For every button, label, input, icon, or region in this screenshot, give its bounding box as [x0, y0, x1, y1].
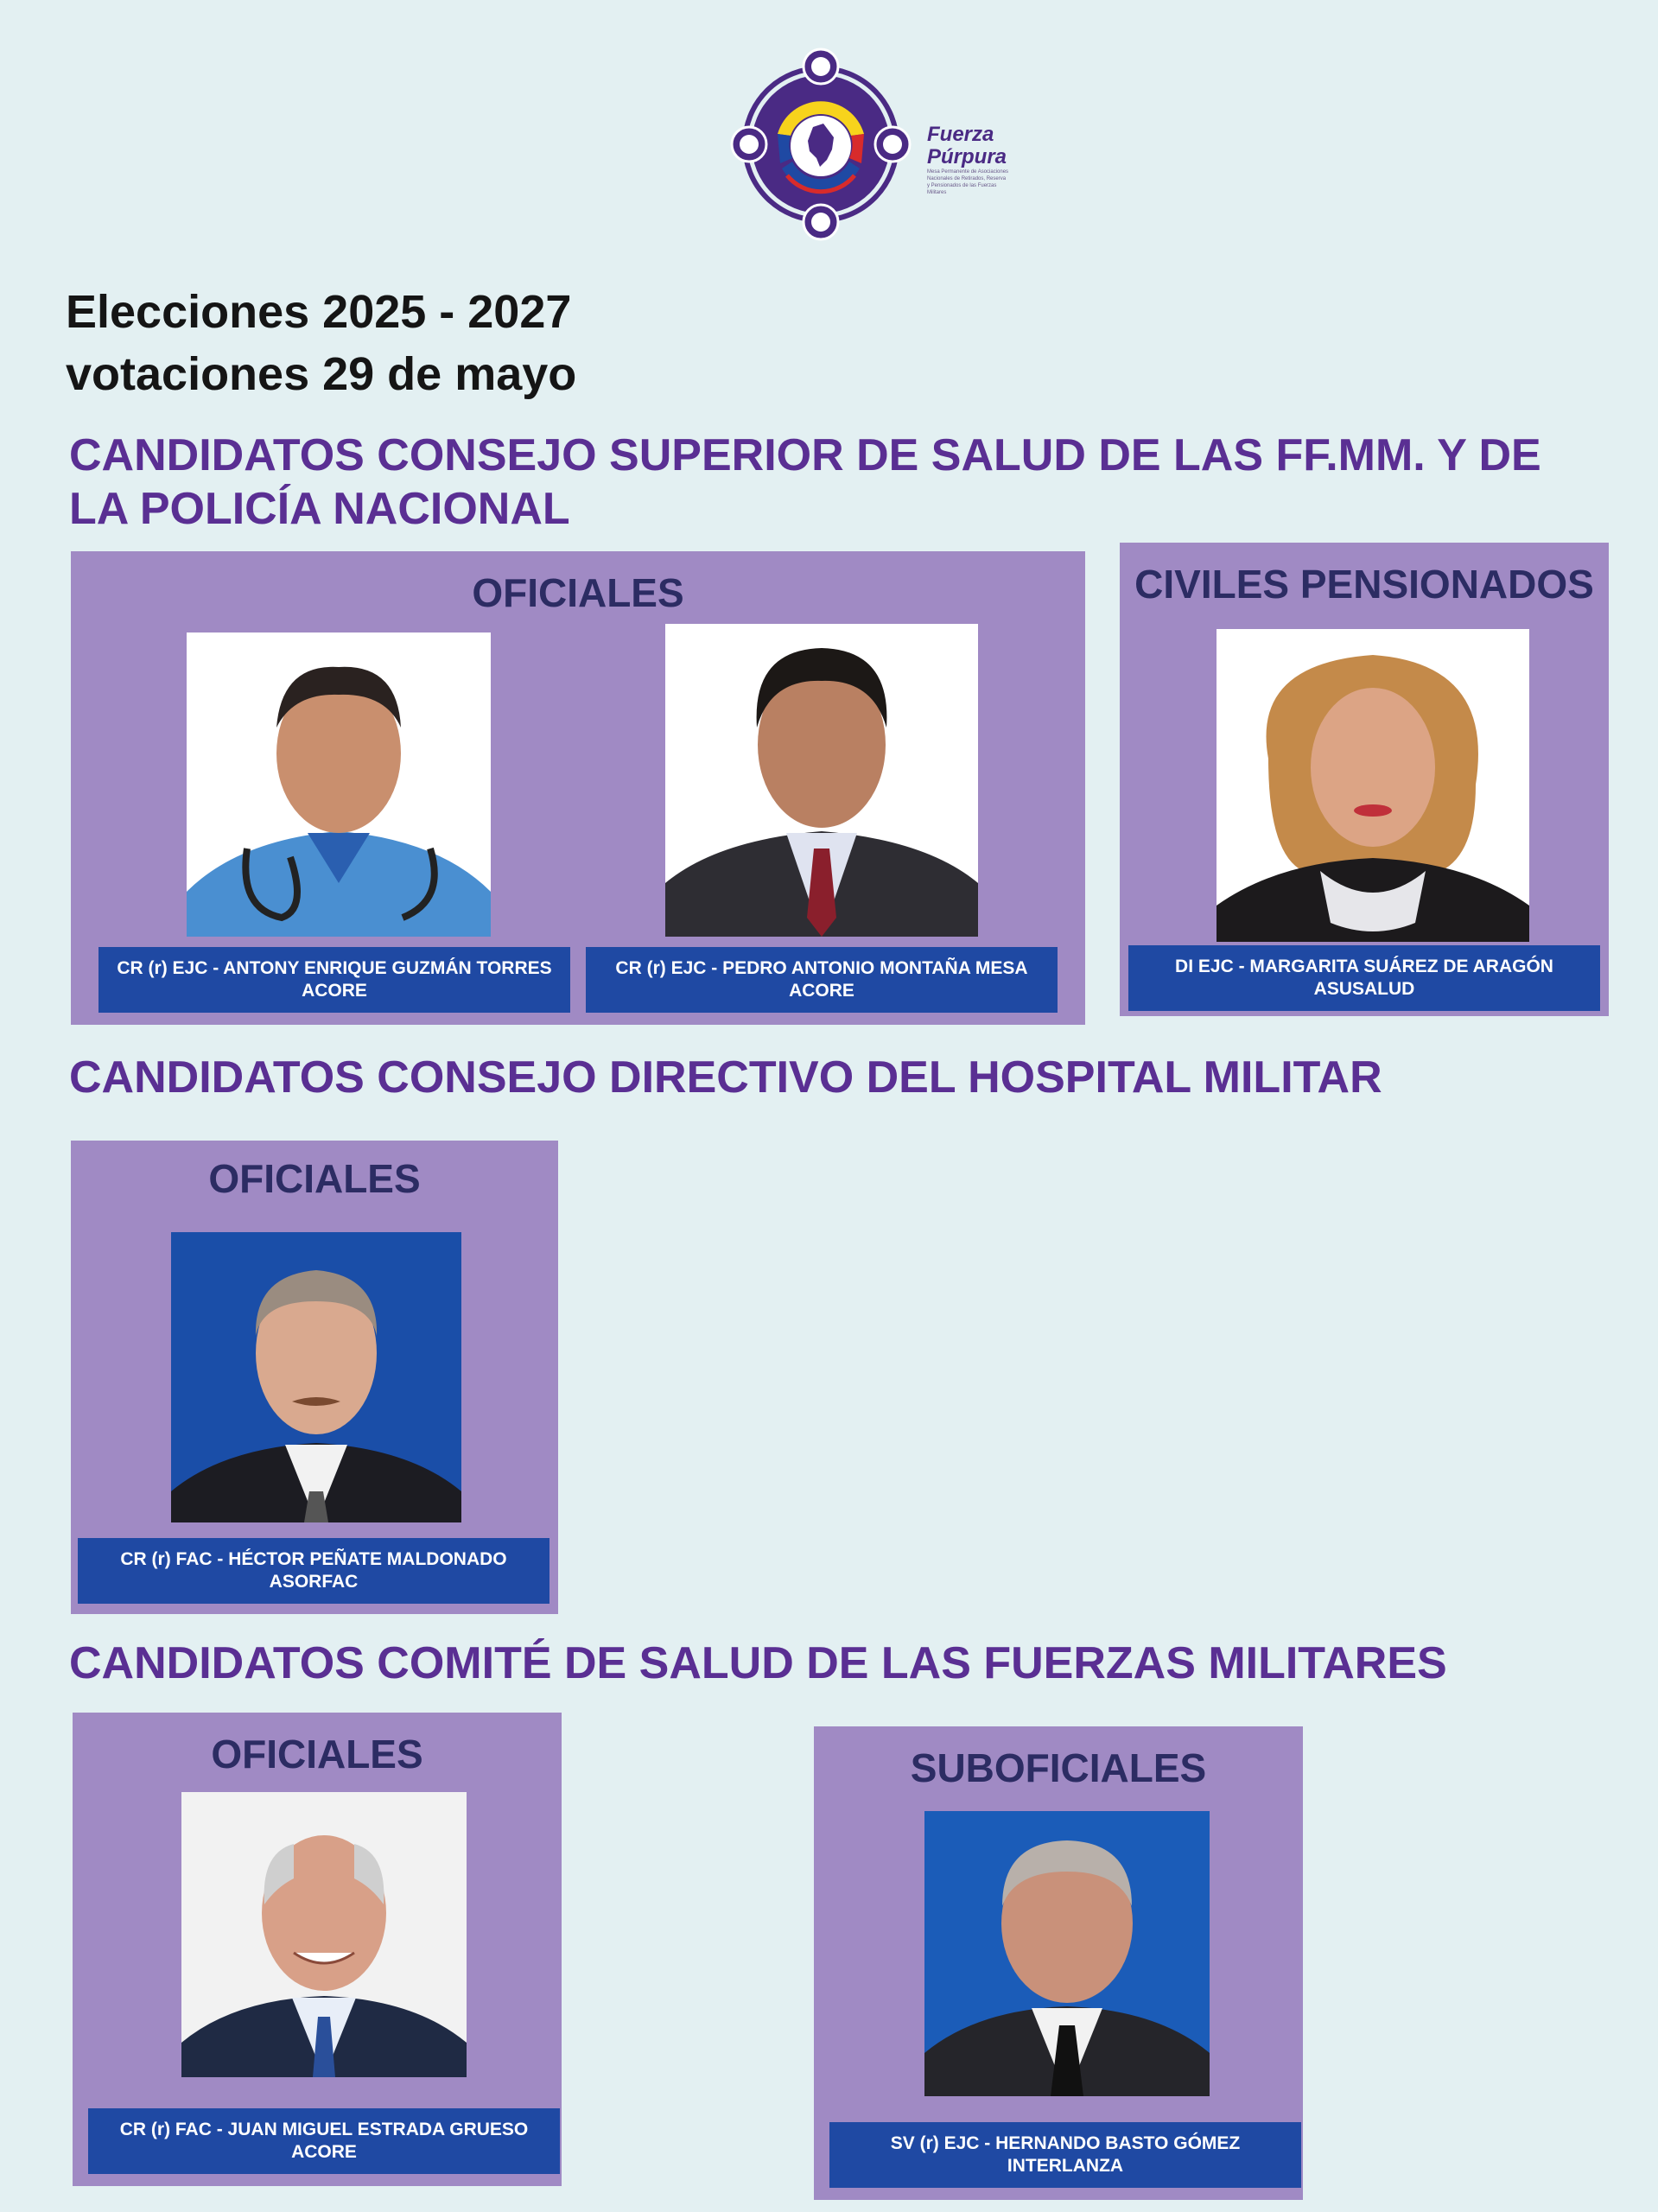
- candidate-label-montana: [586, 947, 1058, 1013]
- candidate-photo-estrada: [181, 1792, 467, 2077]
- candidate-label-estrada: [88, 2108, 560, 2174]
- portrait-image: [924, 1811, 1210, 2096]
- panel-oficiales-consejo-superior: [71, 551, 1085, 1025]
- candidate-name: SV (r) EJC - HERNANDO BASTO GÓMEZ: [890, 2133, 1241, 2153]
- portrait-image: [187, 632, 491, 937]
- candidate-association: ACORE: [789, 981, 854, 1001]
- portrait-image: [181, 1792, 467, 2077]
- panel-suboficiales-comite-salud: [814, 1726, 1303, 2200]
- candidate-label-penate: [78, 1538, 549, 1604]
- panel-title: OFICIALES: [472, 570, 684, 615]
- portrait-image: [171, 1232, 461, 1522]
- candidate-name: CR (r) FAC - JUAN MIGUEL ESTRADA GRUESO: [119, 2120, 529, 2139]
- candidate-photo-montana: [665, 624, 978, 937]
- candidate-label-suarez: [1128, 945, 1600, 1011]
- fuerza-purpura-logo: [730, 48, 1015, 242]
- emblem-icon: [730, 48, 912, 242]
- candidate-label-basto: [829, 2122, 1301, 2188]
- candidate-association: ASORFAC: [269, 1572, 359, 1592]
- brand-name-line1: Fuerza: [927, 123, 994, 146]
- panel-civiles-pensionados: [1120, 543, 1609, 1016]
- candidate-photo-guzman: [187, 632, 491, 937]
- candidate-photo-suarez: [1217, 629, 1529, 942]
- panel-oficiales-comite-salud: [73, 1713, 562, 2186]
- section-title-hospital-militar: CANDIDATOS CONSEJO DIRECTIVO DEL HOSPITAL MILITAR: [69, 1052, 1382, 1103]
- candidate-photo-basto: [924, 1811, 1210, 2096]
- portrait-image: [665, 624, 978, 937]
- panel-title: OFICIALES: [208, 1156, 421, 1201]
- portrait-image: [1217, 629, 1529, 942]
- candidate-association: ACORE: [291, 2142, 357, 2162]
- section-title-consejo-superior: CANDIDATOS CONSEJO SUPERIOR DE SALUD DE LAS FF.MM. Y DE: [69, 430, 1541, 480]
- candidate-name: CR (r) EJC - ANTONY ENRIQUE GUZMÁN TORRES: [117, 958, 552, 978]
- brand-name-line2: Púrpura: [927, 145, 1007, 168]
- candidate-name: CR (r) EJC - PEDRO ANTONIO MONTAÑA MESA: [615, 958, 1028, 978]
- election-period: Elecciones 2025 - 2027: [66, 286, 572, 338]
- candidate-photo-penate: [171, 1232, 461, 1522]
- section-title-comite-salud: CANDIDATOS COMITÉ DE SALUD DE LAS FUERZAS MILITARES: [69, 1638, 1447, 1688]
- candidate-name: DI EJC - MARGARITA SUÁREZ DE ARAGÓN: [1175, 957, 1553, 976]
- panel-oficiales-hospital-militar: [71, 1141, 558, 1614]
- candidate-label-guzman: [98, 947, 570, 1013]
- brand-tagline: Mesa Permanente de Asociaciones Nacionales de Retirados, Reserva y Pensionados de las Fuerzas Militares: [927, 169, 1009, 195]
- candidate-association: ASUSALUD: [1313, 979, 1415, 999]
- candidate-association: INTERLANZA: [1007, 2156, 1124, 2176]
- panel-title: OFICIALES: [211, 1732, 423, 1777]
- panel-title: SUBOFICIALES: [910, 1745, 1207, 1790]
- brand-name: [927, 124, 1007, 168]
- candidate-association: ACORE: [302, 981, 367, 1001]
- panel-title: CIVILES PENSIONADOS: [1134, 562, 1594, 607]
- candidate-name: CR (r) FAC - HÉCTOR PEÑATE MALDONADO: [120, 1549, 507, 1569]
- section-title-consejo-superior-line2: LA POLICÍA NACIONAL: [69, 484, 570, 534]
- voting-date: votaciones 29 de mayo: [66, 348, 577, 400]
